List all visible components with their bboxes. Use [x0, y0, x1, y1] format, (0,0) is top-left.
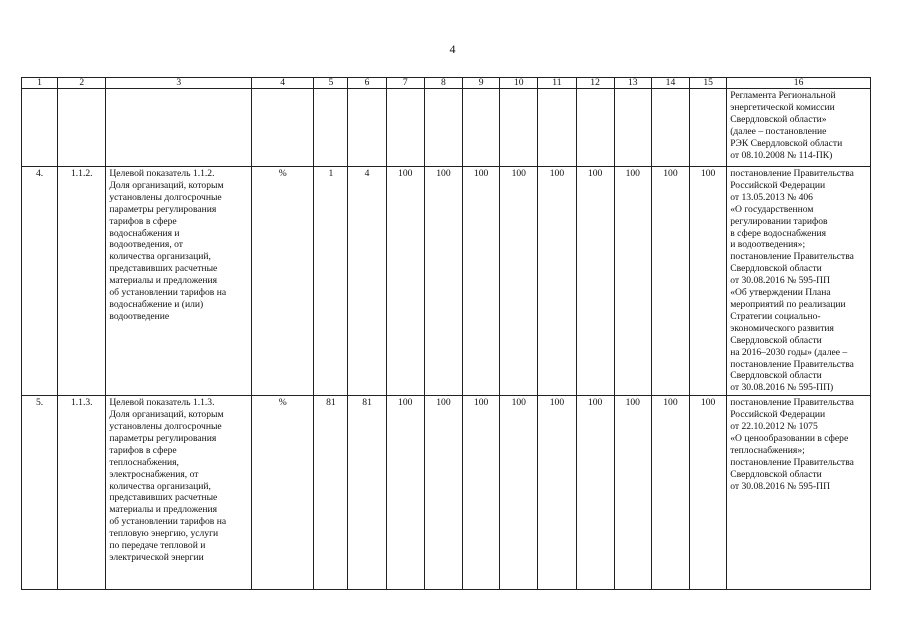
- table-cell: [576, 89, 614, 167]
- column-header: 9: [463, 78, 500, 89]
- indicators-table: [21, 77, 871, 590]
- column-header: 16: [727, 78, 871, 89]
- column-header: 1: [22, 78, 58, 89]
- table-cell: [690, 89, 727, 167]
- value-cell: 100: [463, 396, 500, 590]
- column-header: 6: [348, 78, 386, 89]
- table-header-row: [22, 78, 871, 89]
- unit-cell: %: [252, 167, 314, 396]
- column-header: 7: [386, 78, 424, 89]
- unit-cell: %: [252, 396, 314, 590]
- column-header: 14: [651, 78, 689, 89]
- column-header: 4: [252, 78, 314, 89]
- page-number: 4: [449, 42, 456, 56]
- table-cell: [22, 89, 58, 167]
- indicator-description-cell: Целевой показатель 1.1.2. Доля организаций, которым установлены долгосрочные параметры регулирования тарифов в сфере водоснабжения и водоотведения, от количества организаций, представивших расчетные материалы и предложения об установлении тарифов на водоснабжение и (или) водоотведение: [106, 167, 252, 396]
- column-header: 10: [500, 78, 538, 89]
- value-cell: 100: [651, 396, 689, 590]
- value-cell: 100: [614, 167, 651, 396]
- column-header: 15: [690, 78, 727, 89]
- table-cell: [252, 89, 314, 167]
- table-row: [22, 167, 871, 396]
- table-row: [22, 396, 871, 590]
- legal-basis-cell: Регламента Региональной энергетической комиссии Свердловской области» (далее – постановление РЭК Свердловской области от 08.10.2008 № 114-ПК): [727, 89, 871, 167]
- value-cell: 100: [424, 167, 462, 396]
- table-cell: [386, 89, 424, 167]
- value-cell: 100: [386, 396, 424, 590]
- column-header: 13: [614, 78, 651, 89]
- indicator-code-cell: 1.1.2.: [58, 167, 106, 396]
- indicator-code-cell: 1.1.3.: [58, 396, 106, 590]
- value-cell: 100: [690, 396, 727, 590]
- table-cell: [106, 89, 252, 167]
- value-cell: 100: [690, 167, 727, 396]
- value-cell: 100: [386, 167, 424, 396]
- table-cell: [614, 89, 651, 167]
- value-cell: 100: [463, 167, 500, 396]
- row-number-cell: 4.: [22, 167, 58, 396]
- table-cell: [424, 89, 462, 167]
- table-cell: [538, 89, 576, 167]
- column-header: 11: [538, 78, 576, 89]
- table-cell: [314, 89, 348, 167]
- value-cell: 100: [651, 167, 689, 396]
- value-cell: 81: [348, 396, 386, 590]
- table-cell: [651, 89, 689, 167]
- value-cell: 100: [500, 167, 538, 396]
- table-cell: [58, 89, 106, 167]
- table-cell: [500, 89, 538, 167]
- value-cell: 81: [314, 396, 348, 590]
- value-cell: 100: [614, 396, 651, 590]
- indicator-description-cell: Целевой показатель 1.1.3. Доля организаций, которым установлены долгосрочные параметры регулирования тарифов в сфере теплоснабжения, электроснабжения, от количества организаций, представивших расчетные материалы и предложения об установлении тарифов на тепловую энергию, услуги по передаче тепловой и электрической энергии: [106, 396, 252, 590]
- legal-basis-cell: постановление Правительства Российской Федерации от 22.10.2012 № 1075 «О ценообразовании в сфере теплоснабжения»; постановление Правительства Свердловской области от 30.08.2016 № 595-ПП: [727, 396, 871, 590]
- column-header: 8: [424, 78, 462, 89]
- value-cell: 100: [424, 396, 462, 590]
- row-number-cell: 5.: [22, 396, 58, 590]
- table-cell: [463, 89, 500, 167]
- value-cell: 4: [348, 167, 386, 396]
- value-cell: 100: [576, 167, 614, 396]
- value-cell: 1: [314, 167, 348, 396]
- table-row: [22, 89, 871, 167]
- value-cell: 100: [538, 396, 576, 590]
- column-header: 2: [58, 78, 106, 89]
- legal-basis-cell: постановление Правительства Российской Федерации от 13.05.2013 № 406 «О государственном регулировании тарифов в сфере водоснабжения и водоотведения»; постановление Правительства Свердловской области от 30.08.2016 № 595-ПП «Об утверждении Плана мероприятий по реализации Стратегии социально- экономического развития Свердловской области на 2016–2030 годы» (далее – постановление Правительства Свердловской области от 30.08.2016 № 595-ПП): [727, 167, 871, 396]
- table-cell: [348, 89, 386, 167]
- value-cell: 100: [500, 396, 538, 590]
- column-header: 5: [314, 78, 348, 89]
- column-header: 12: [576, 78, 614, 89]
- value-cell: 100: [576, 396, 614, 590]
- column-header: 3: [106, 78, 252, 89]
- value-cell: 100: [538, 167, 576, 396]
